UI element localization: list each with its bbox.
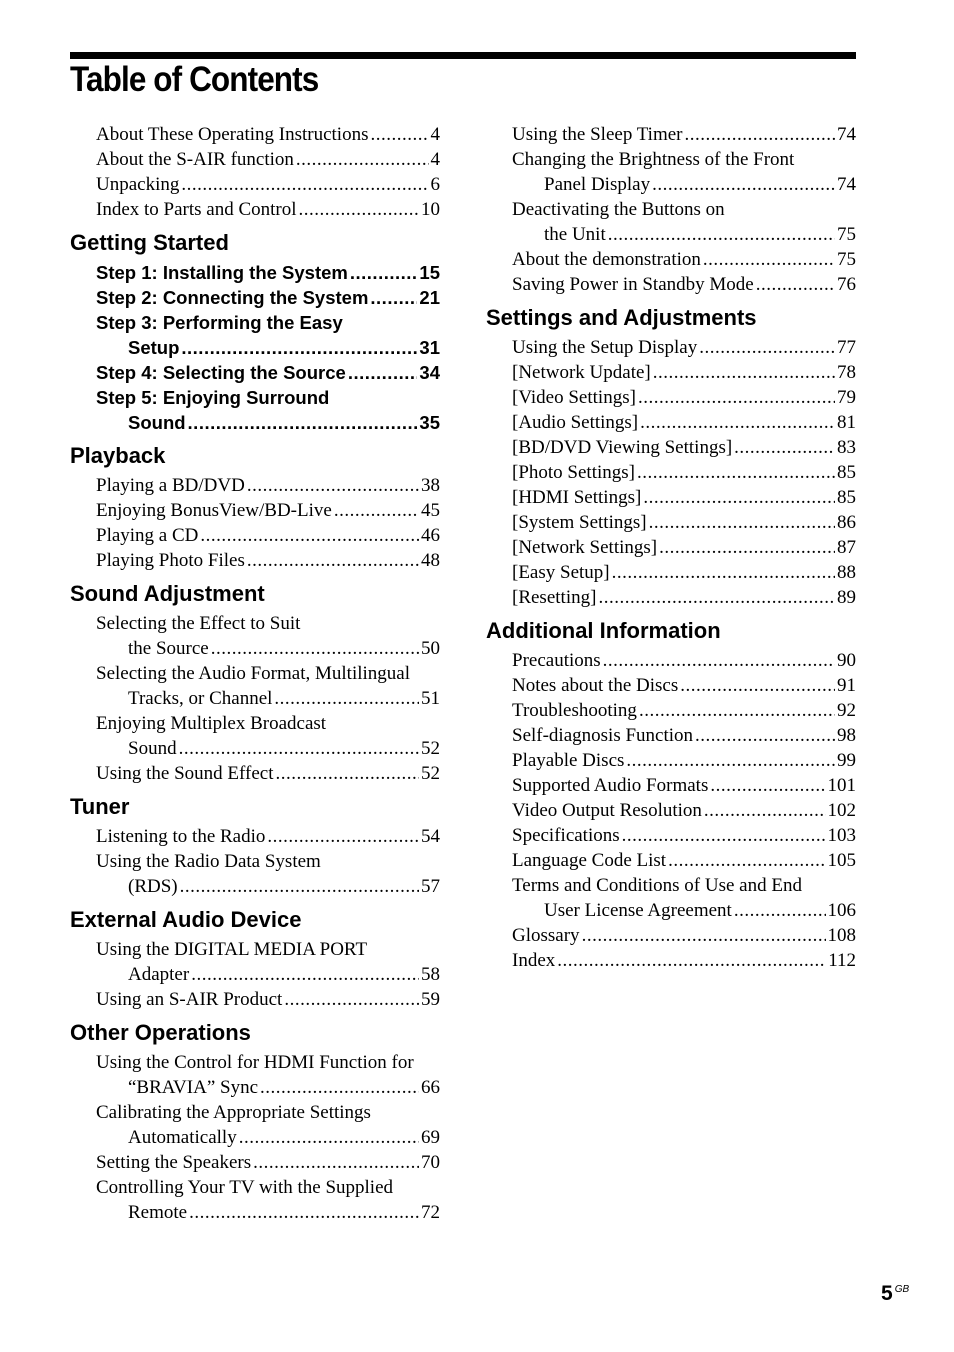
entry-label: the Source	[128, 638, 209, 659]
page-number	[881, 1282, 909, 1306]
section-heading-external-audio: External Audio Device	[70, 907, 302, 932]
section-heading-sound-adjustment: Sound Adjustment	[70, 581, 265, 606]
toc-entry[interactable]	[96, 761, 440, 786]
entry-label: Language Code List	[512, 850, 667, 871]
toc-entry[interactable]	[96, 147, 440, 172]
toc-entry-multiline[interactable]	[486, 147, 856, 197]
toc-entry[interactable]	[512, 435, 856, 460]
toc-entry-continuation	[128, 1200, 440, 1225]
entry-label: [Audio Settings]	[512, 412, 639, 433]
entry-page: 46	[421, 525, 440, 546]
toc-entry[interactable]	[512, 673, 856, 698]
entry-label-line1: Selecting the Audio Format, Multilingual	[96, 663, 411, 684]
section-heading-settings: Settings and Adjustments	[486, 305, 757, 330]
toc-entry-multiline[interactable]	[486, 873, 856, 923]
entry-page: 69	[421, 1127, 440, 1148]
entry-label: Self-diagnosis Function	[512, 725, 694, 746]
entry-page: 52	[421, 763, 440, 784]
toc-entry[interactable]	[96, 523, 440, 548]
entry-label: Specifications	[512, 825, 620, 846]
toc-entry-multiline[interactable]	[70, 310, 440, 360]
entry-label: Saving Power in Standby Mode	[512, 274, 754, 295]
page-number-value: 5	[881, 1282, 893, 1305]
entry-label: Using the Sound Effect	[96, 763, 274, 784]
entry-page: 4	[430, 124, 440, 145]
entry-label: Step 2: Connecting the System	[96, 287, 369, 308]
page-title: Table of Contents	[70, 60, 319, 99]
entry-page: 75	[837, 224, 856, 245]
toc-entry[interactable]	[512, 360, 856, 385]
entry-page: 45	[421, 500, 440, 521]
entry-page: 59	[421, 989, 440, 1010]
entry-page: 105	[827, 850, 856, 871]
external-audio-entries	[70, 937, 440, 1012]
entry-label: Using an S-AIR Product	[96, 989, 283, 1010]
entry-label: Panel Display	[544, 174, 651, 195]
entry-label: User License Agreement	[544, 900, 732, 921]
intro-entries	[70, 122, 440, 222]
entry-label: Sound	[128, 412, 186, 433]
entry-page: 74	[837, 124, 856, 145]
entry-page: 81	[837, 412, 856, 433]
entry-label: Unpacking	[96, 174, 180, 195]
toc-entry[interactable]	[512, 923, 856, 948]
toc-entry[interactable]	[96, 285, 440, 310]
toc-entry[interactable]	[512, 798, 856, 823]
entry-label: Precautions	[512, 650, 601, 671]
entry-label: Step 1: Installing the System	[96, 262, 348, 283]
left-column	[70, 122, 440, 1225]
toc-entry[interactable]	[96, 548, 440, 573]
entry-label: Listening to the Radio	[96, 826, 266, 847]
entry-label: [Video Settings]	[512, 387, 636, 408]
entry-label: [Network Settings]	[512, 537, 658, 558]
entry-label: [System Settings]	[512, 512, 647, 533]
entry-label: Index to Parts and Control	[96, 199, 297, 220]
entry-page: 101	[827, 775, 856, 796]
entry-label: the Unit	[544, 224, 606, 245]
entry-page: 87	[837, 537, 856, 558]
entry-label: Glossary	[512, 925, 580, 946]
entry-page: 38	[421, 475, 440, 496]
entry-page: 58	[421, 964, 440, 985]
toc-entry-multiline[interactable]	[70, 385, 440, 435]
toc-entry-continuation	[544, 222, 856, 247]
entry-page: 75	[837, 249, 856, 270]
entry-label: [BD/DVD Viewing Settings]	[512, 437, 733, 458]
entry-page: 108	[827, 925, 856, 946]
toc-entry[interactable]	[512, 485, 856, 510]
entry-page: 88	[837, 562, 856, 583]
entry-page: 70	[421, 1152, 440, 1173]
toc-entry-multiline[interactable]	[486, 197, 856, 247]
entry-label-line1: Step 3: Performing the Easy	[96, 312, 343, 333]
entry-label-line1: Terms and Conditions of Use and End	[512, 875, 802, 896]
entry-label-line1: Calibrating the Appropriate Settings	[96, 1102, 371, 1123]
entry-page: 112	[828, 950, 856, 971]
other-operations-entries	[70, 1050, 440, 1225]
entry-label: Using the Sleep Timer	[512, 124, 683, 145]
entry-page: 6	[430, 174, 440, 195]
entry-page: 50	[421, 638, 440, 659]
getting-started-entries	[70, 260, 440, 435]
entry-label: [Resetting]	[512, 587, 597, 608]
entry-page: 10	[421, 199, 440, 220]
section-heading-playback: Playback	[70, 443, 166, 468]
entry-label: Setting the Speakers	[96, 1152, 252, 1173]
entry-label: Playing a BD/DVD	[96, 475, 245, 496]
playback-entries	[70, 473, 440, 573]
entry-label: “BRAVIA” Sync	[128, 1077, 259, 1098]
right-top-entries	[486, 122, 856, 297]
toc-entry-multiline[interactable]	[70, 1050, 440, 1100]
toc-entry-continuation	[128, 1125, 440, 1150]
sound-adjustment-entries	[70, 611, 440, 786]
toc-entry-continuation	[128, 962, 440, 987]
toc-entry[interactable]	[96, 824, 440, 849]
toc-entry[interactable]	[512, 122, 856, 147]
top-rule	[70, 52, 856, 59]
entry-label: Index	[512, 950, 556, 971]
toc-entry[interactable]	[512, 510, 856, 535]
entry-label: [Photo Settings]	[512, 462, 635, 483]
tuner-entries	[70, 824, 440, 899]
entry-label-line1: Using the Radio Data System	[96, 851, 321, 872]
toc-entry-continuation	[128, 1075, 440, 1100]
entry-page: 90	[837, 650, 856, 671]
entry-page: 78	[837, 362, 856, 383]
entry-label: About These Operating Instructions	[96, 124, 369, 145]
toc-entry[interactable]	[96, 498, 440, 523]
entry-label-line1: Using the Control for HDMI Function for	[96, 1052, 414, 1073]
entry-label: Playing Photo Files	[96, 550, 245, 571]
entry-page: 77	[837, 337, 856, 358]
entry-label: Automatically	[128, 1127, 237, 1148]
entry-label: [Easy Setup]	[512, 562, 610, 583]
entry-page: 92	[837, 700, 856, 721]
toc-entry[interactable]	[512, 272, 856, 297]
toc-entry[interactable]	[512, 848, 856, 873]
toc-entry[interactable]	[96, 473, 440, 498]
entry-label: Step 4: Selecting the Source	[96, 362, 346, 383]
toc-entry-multiline[interactable]	[70, 937, 440, 987]
toc-entry-continuation	[128, 686, 440, 711]
toc-entry[interactable]	[96, 172, 440, 197]
entry-page: 72	[421, 1202, 440, 1223]
toc-entry[interactable]	[96, 360, 440, 385]
entry-label: About the demonstration	[512, 249, 701, 270]
toc-entry[interactable]	[512, 560, 856, 585]
entry-label-line1: Deactivating the Buttons on	[512, 199, 725, 220]
toc-entry[interactable]	[96, 987, 440, 1012]
toc-entry-multiline[interactable]	[70, 711, 440, 761]
section-heading-additional: Additional Information	[486, 618, 721, 643]
entry-page: 99	[837, 750, 856, 771]
entry-page: 66	[421, 1077, 440, 1098]
entry-page: 4	[430, 149, 440, 170]
entry-label-line1: Changing the Brightness of the Front	[512, 149, 795, 170]
entry-page: 31	[419, 337, 440, 358]
entry-page: 103	[827, 825, 856, 846]
entry-label: [Network Update]	[512, 362, 651, 383]
entry-page: 89	[837, 587, 856, 608]
entry-label-line1: Controlling Your TV with the Supplied	[96, 1177, 393, 1198]
entry-page: 48	[421, 550, 440, 571]
entry-page: 15	[419, 262, 440, 283]
toc-entry[interactable]	[512, 823, 856, 848]
settings-entries	[486, 335, 856, 610]
page-number-suffix: GB	[894, 1284, 910, 1295]
toc-entry-multiline[interactable]	[70, 661, 440, 711]
entry-page: 57	[421, 876, 440, 897]
entry-page: 83	[837, 437, 856, 458]
entry-page: 51	[421, 688, 440, 709]
entry-label-line1: Using the DIGITAL MEDIA PORT	[96, 939, 368, 960]
entry-label: Video Output Resolution	[512, 800, 702, 821]
entry-label: Troubleshooting	[512, 700, 637, 721]
toc-entry[interactable]	[96, 197, 440, 222]
right-column	[486, 122, 856, 973]
entry-label-line1: Enjoying Multiplex Broadcast	[96, 713, 327, 734]
entry-label: Sound	[128, 738, 177, 759]
section-heading-other-operations: Other Operations	[70, 1020, 251, 1045]
entry-label: Enjoying BonusView/BD-Live	[96, 500, 332, 521]
toc-entry[interactable]	[512, 535, 856, 560]
toc-entry-continuation	[128, 335, 440, 360]
toc-entry[interactable]	[512, 773, 856, 798]
entry-page: 52	[421, 738, 440, 759]
entry-label: Notes about the Discs	[512, 675, 679, 696]
entry-page: 85	[837, 487, 856, 508]
toc-entry[interactable]	[512, 335, 856, 360]
entry-label-line1: Step 5: Enjoying Surround	[96, 387, 330, 408]
additional-entries	[486, 648, 856, 973]
toc-entry-continuation	[128, 874, 440, 899]
entry-label: Supported Audio Formats	[512, 775, 709, 796]
section-heading-getting-started: Getting Started	[70, 230, 229, 255]
entry-page: 54	[421, 826, 440, 847]
toc-entry[interactable]	[512, 460, 856, 485]
section-heading-tuner: Tuner	[70, 794, 130, 819]
entry-page: 106	[827, 900, 856, 921]
entry-page: 79	[837, 387, 856, 408]
toc-entry[interactable]	[512, 410, 856, 435]
toc-entry[interactable]	[512, 698, 856, 723]
entry-label: Setup	[128, 337, 180, 358]
entry-page: 76	[837, 274, 856, 295]
toc-entry-continuation	[128, 736, 440, 761]
entry-label: About the S-AIR function	[96, 149, 294, 170]
entry-page: 21	[419, 287, 440, 308]
toc-entry-multiline[interactable]	[70, 611, 440, 661]
toc-entry[interactable]	[512, 723, 856, 748]
toc-entry[interactable]	[512, 385, 856, 410]
toc-entry[interactable]	[512, 748, 856, 773]
toc-entry-continuation	[544, 172, 856, 197]
entry-label: [HDMI Settings]	[512, 487, 642, 508]
entry-label: (RDS)	[128, 876, 178, 897]
toc-entry[interactable]	[96, 260, 440, 285]
entry-label-line1: Selecting the Effect to Suit	[96, 613, 301, 634]
entry-page: 85	[837, 462, 856, 483]
entry-label: Playing a CD	[96, 525, 199, 546]
toc-entry[interactable]	[512, 948, 856, 973]
entry-page: 91	[837, 675, 856, 696]
toc-entry[interactable]	[96, 122, 440, 147]
entry-page: 35	[419, 412, 440, 433]
toc-entry-multiline[interactable]	[70, 1100, 440, 1150]
entry-label: Playable Discs	[512, 750, 625, 771]
entry-label: Using the Setup Display	[512, 337, 698, 358]
toc-entry[interactable]	[512, 585, 856, 610]
entry-label: Remote	[128, 1202, 188, 1223]
entry-label: Tracks, or Channel	[128, 688, 273, 709]
toc-entry[interactable]	[512, 648, 856, 673]
toc-entry-continuation	[544, 898, 856, 923]
entry-page: 74	[837, 174, 856, 195]
toc-entry-continuation	[128, 410, 440, 435]
toc-entry[interactable]	[96, 1150, 440, 1175]
toc-entry-multiline[interactable]	[70, 849, 440, 899]
entry-label: Adapter	[128, 964, 190, 985]
toc-entry-continuation	[128, 636, 440, 661]
entry-page: 98	[837, 725, 856, 746]
entry-page: 34	[419, 362, 440, 383]
entry-page: 102	[827, 800, 856, 821]
entry-page: 86	[837, 512, 856, 533]
toc-entry-multiline[interactable]	[70, 1175, 440, 1225]
toc-entry[interactable]	[512, 247, 856, 272]
